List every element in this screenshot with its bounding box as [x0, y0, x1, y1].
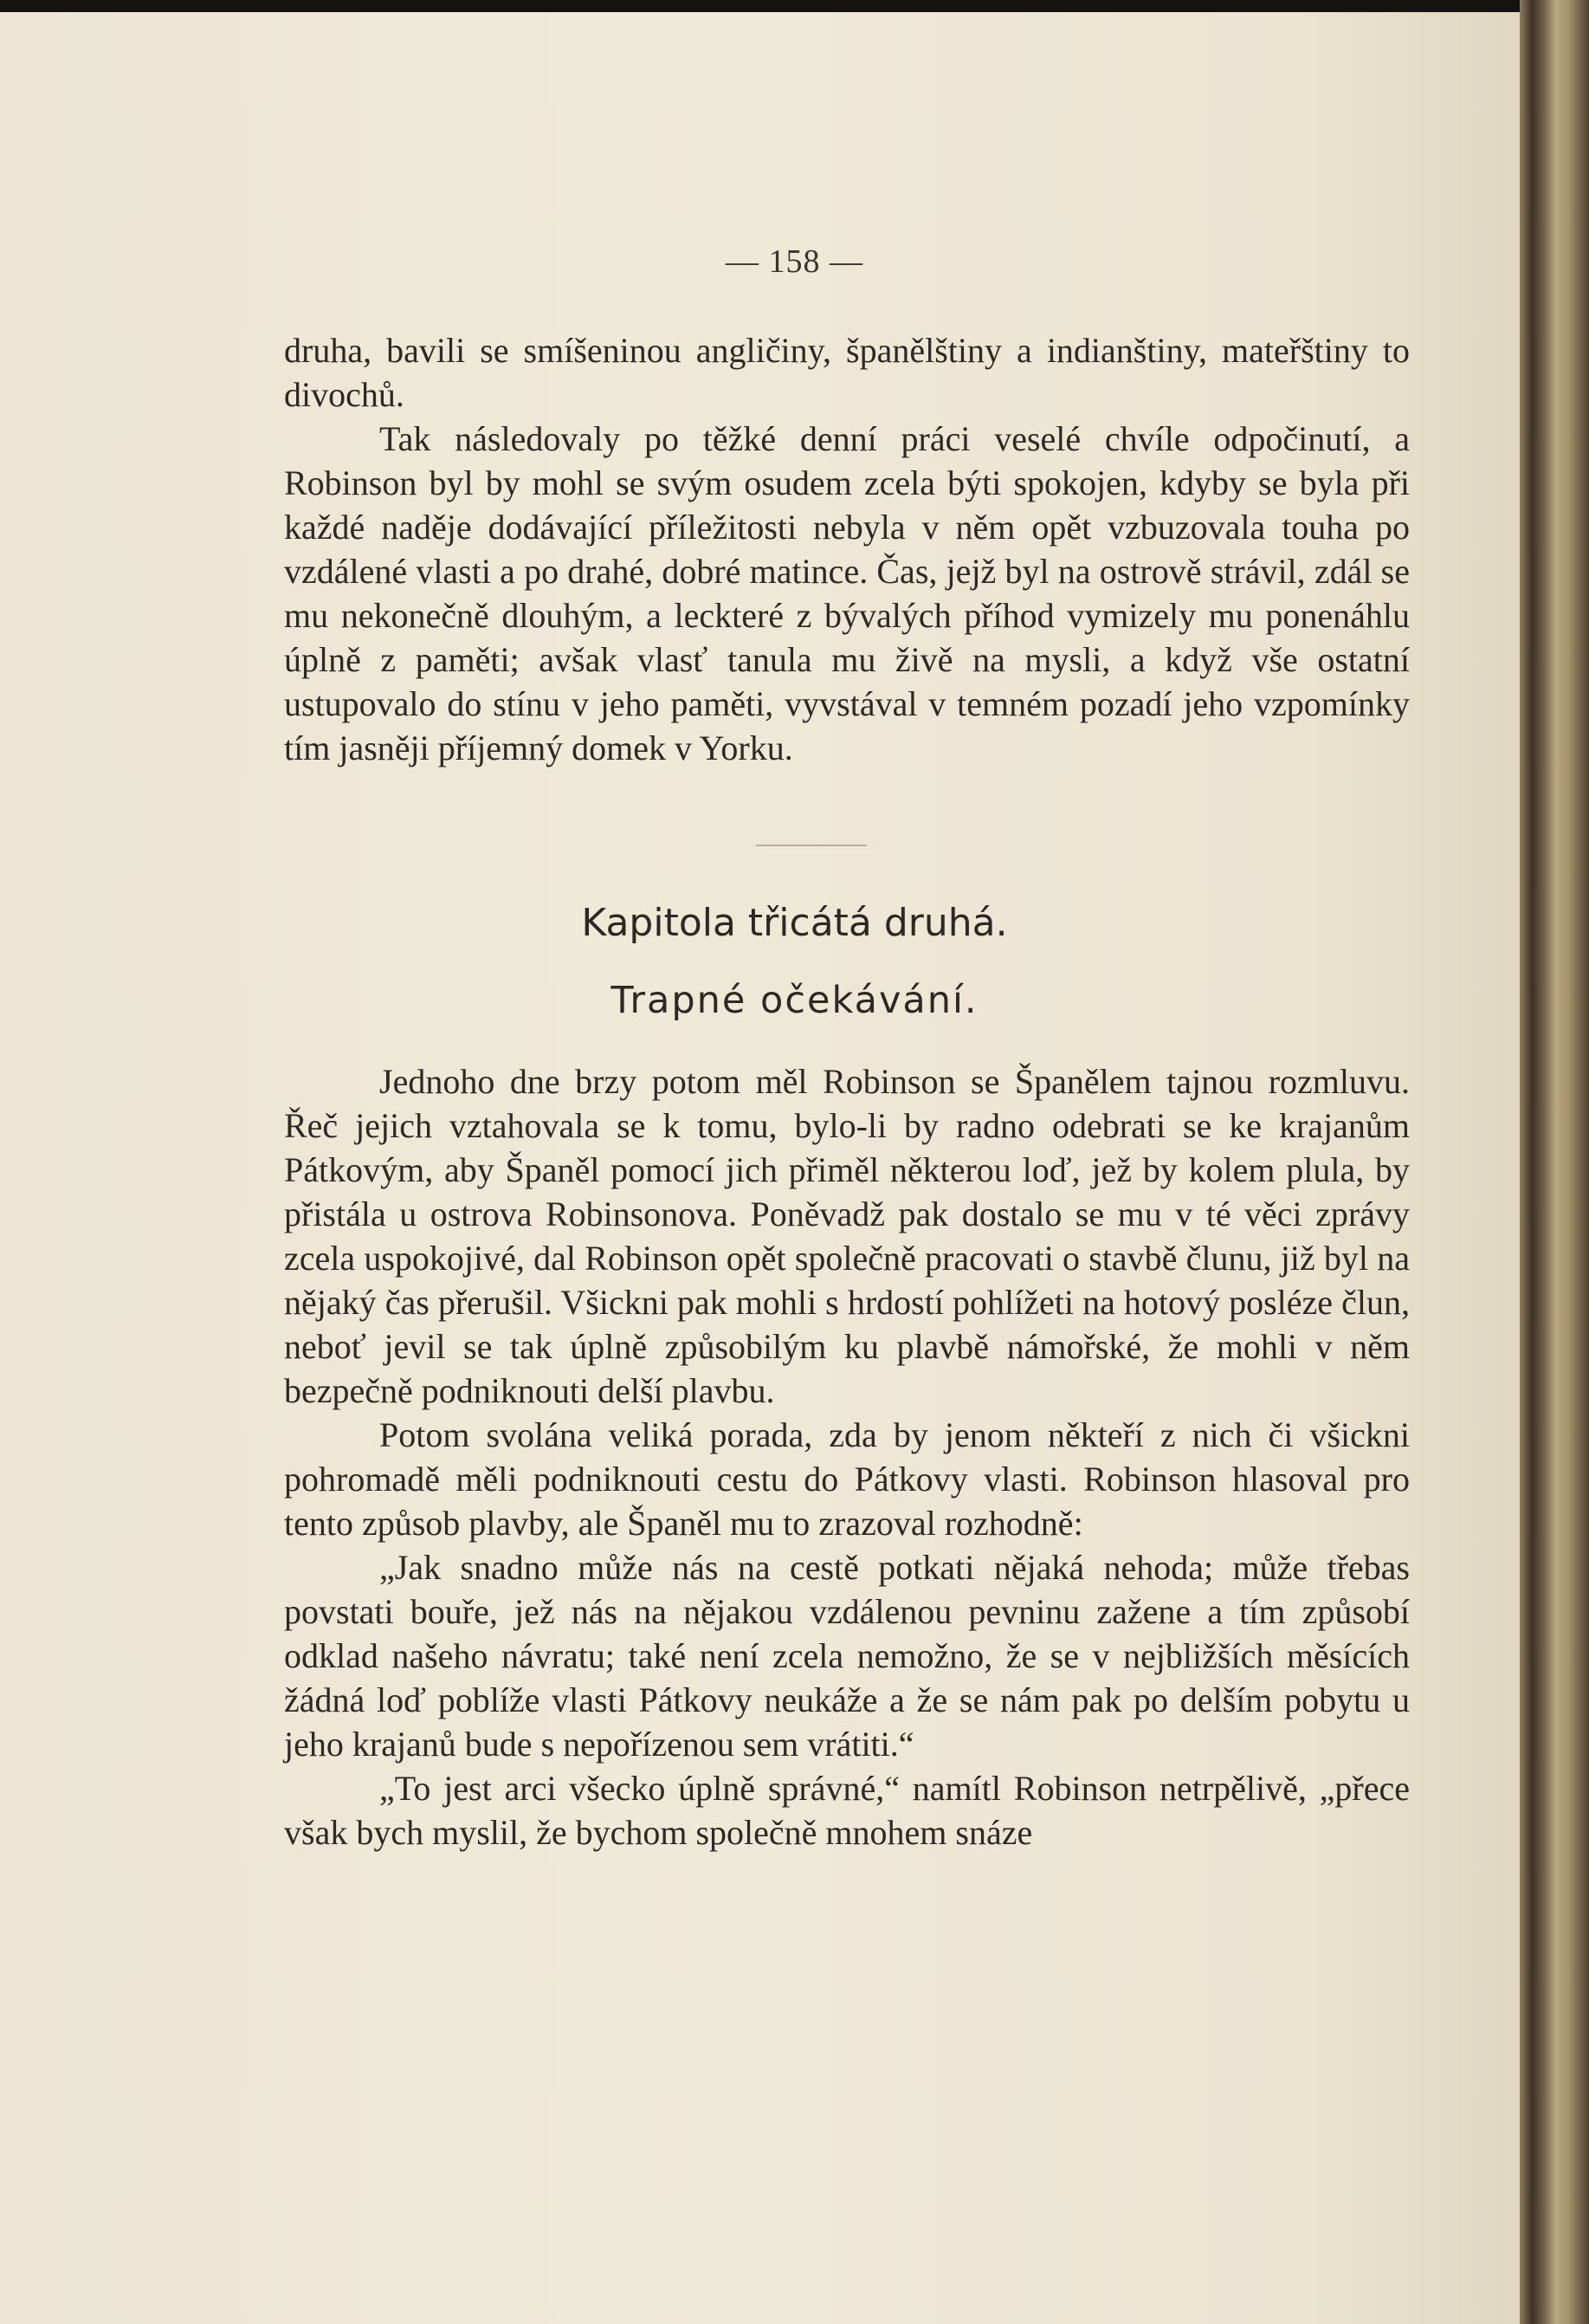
paragraph: „Jak snadno může nás na cestě potkati nějaká nehoda; může třebas povstati bouře, jež nás na nějakou vzdálenou pevninu zažene a tím způsobí odklad našeho návratu; také není zcela nemožno, že se v nejbližších měsících žádná loď poblíže vlasti Pátkovy neukáže a že se nám pak po delším pobytu u jeho krajanů bude s nepořízenou sem vrátiti.“: [284, 1548, 1410, 1764]
paragraph: druha, bavili se smíšeninou angličiny, španělštiny a indianštiny, mateřštiny to divochů.: [284, 331, 1410, 414]
chapter-subtitle: Trapné očekávání.: [610, 979, 979, 1022]
paragraph: Jednoho dne brzy potom měl Robinson se Španělem tajnou rozmluvu. Řeč jejich vztahovala se k tomu, bylo-li by radno odebrati se ke krajanům Pátkovým, aby Španěl pomocí jich přiměl některou loď, jež by kolem plula, by přistála u ostrova Robinsonova. Poněvadž pak dostalo se mu v té věci zprávy zcela uspokojivé, dal Robinson opět společně pracovati o stavbě člunu, již byl na nějaký čas přerušil. Všickni pak mohli s hrdostí pohlížeti na hotový posléze člun, neboť jevil se tak úplně způsobilým ku plavbě námořské, že mohli v něm bezpečně podniknouti delší plavbu.: [284, 1062, 1410, 1410]
scan-top-edge: [0, 0, 1589, 12]
section-divider: [756, 845, 867, 846]
chapter-text: [284, 1059, 1410, 1855]
paragraph: „To jest arci všecko úplně správné,“ namítl Robinson netrpělivě, „přece však bych myslil, že bychom společně mnohem snáze: [284, 1769, 1410, 1852]
chapter-title: Kapitola třicátá druhá.: [581, 901, 1008, 945]
opening-text: [284, 328, 1410, 770]
paragraph: Tak následovaly po těžké denní práci veselé chvíle odpočinutí, a Robinson byl by mohl se svým osudem zcela býti spokojen, kdyby se byla při každé naděje dodávající příležitosti nebyla v něm opět vzbuzovala touha po vzdálené vlasti a po drahé, dobré matince. Čas, jejž byl na ostrově strávil, zdál se mu nekonečně dlouhým, a leckteré z bývalých příhod vymizely mu ponenáhlu úplně z paměti; avšak vlasť tanula mu živě na mysli, a když vše ostatní ustupovalo do stínu v jeho paměti, vyvstával v temném pozadí jeho vzpomínky tím jasněji příjemný domek v Yorku.: [284, 419, 1410, 767]
paragraph: Potom svolána veliká porada, zda by jenom někteří z nich či všickni pohromadě měli podniknouti cestu do Pátkovy vlasti. Robinson hlasoval pro tento způsob plavby, ale Španěl mu to zrazoval rozhodně:: [284, 1415, 1410, 1543]
book-spine: [1520, 0, 1589, 2324]
page-number: — 158 —: [726, 243, 863, 280]
